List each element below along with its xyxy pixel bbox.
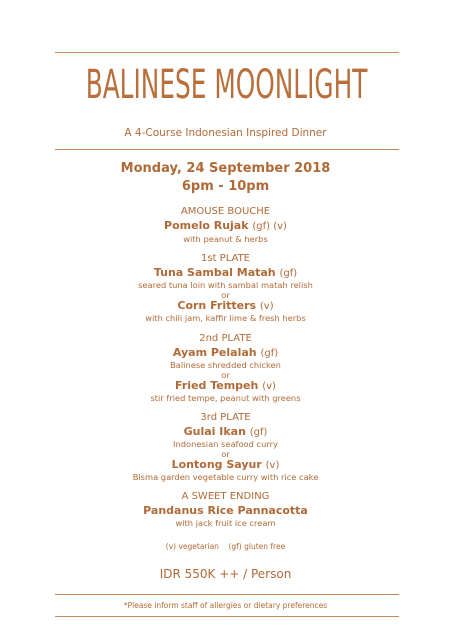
dish-description: Indonesian seafood curry <box>173 439 278 449</box>
section-first-plate: 1st PLATE <box>201 253 250 264</box>
top-divider <box>55 52 399 53</box>
header-divider <box>55 149 399 150</box>
dish-description: with peanut & herbs <box>183 234 268 244</box>
dish-description: stir fried tempe, peanut with greens <box>150 393 301 403</box>
dish-name: Corn Fritters <box>177 299 257 312</box>
section-amouse-bouche: AMOUSE BOUCHE <box>180 206 271 217</box>
or-separator: or <box>221 290 230 300</box>
dish-description: Bisma garden vegetable curry with rice cake <box>132 472 319 482</box>
dish-tuna-sambal-matah <box>0 266 451 279</box>
footer-divider <box>55 594 399 595</box>
event-date: Monday, 24 September 2018 <box>120 161 331 176</box>
menu-title: BALINESE MOONLIGHT <box>85 62 368 108</box>
dish-name: Gulai Ikan <box>183 425 246 438</box>
section-third-plate: 3rd PLATE <box>200 412 251 423</box>
dish-lontong-sayur <box>0 458 451 471</box>
dish-tags: (gf) <box>249 427 268 438</box>
dish-name: Pomelo Rujak <box>164 219 249 232</box>
dish-name: Lontong Sayur <box>171 458 262 471</box>
dish-name: Ayam Pelalah <box>172 346 257 359</box>
dish-fried-tempeh <box>0 379 451 392</box>
dish-name: Fried Tempeh <box>175 379 259 392</box>
menu-subtitle: A 4-Course Indonesian Inspired Dinner <box>124 127 327 139</box>
or-separator: or <box>221 370 230 380</box>
section-second-plate: 2nd PLATE <box>199 333 252 344</box>
event-time: 6pm - 10pm <box>181 179 270 194</box>
dish-description: Balinese shredded chicken <box>170 360 281 370</box>
dish-name: Tuna Sambal Matah <box>153 266 276 279</box>
dish-tags: (gf) <box>279 268 298 279</box>
dietary-legend: (v) vegetarian (gf) gluten free <box>165 542 286 551</box>
dish-corn-fritters <box>0 299 451 312</box>
dish-tags: (gf) <box>260 348 279 359</box>
dish-tags: (gf) (v) <box>252 221 287 232</box>
dish-tags: (v) <box>259 301 274 312</box>
dish-description: with jack fruit ice cream <box>175 518 276 528</box>
dish-tags: (v) <box>262 381 276 392</box>
or-separator: or <box>221 449 230 459</box>
dish-description: with chili jam, kaffir lime & fresh herbs <box>145 313 306 323</box>
dish-tags: (v) <box>265 460 280 471</box>
dish-ayam-pelalah <box>0 346 451 359</box>
dish-gulai-ikan <box>0 425 451 438</box>
bottom-divider <box>55 616 399 617</box>
dish-description: seared tuna loin with sambal matah relish <box>138 280 313 290</box>
price: IDR 550K ++ / Person <box>159 567 292 581</box>
section-sweet-ending: A SWEET ENDING <box>181 491 270 502</box>
dish-pomelo-rujak <box>0 219 451 232</box>
dish-pandanus-rice-pannacotta: Pandanus Rice Pannacotta <box>143 504 308 517</box>
allergy-note: *Please inform staff of allergies or dietary preferences <box>123 601 328 610</box>
